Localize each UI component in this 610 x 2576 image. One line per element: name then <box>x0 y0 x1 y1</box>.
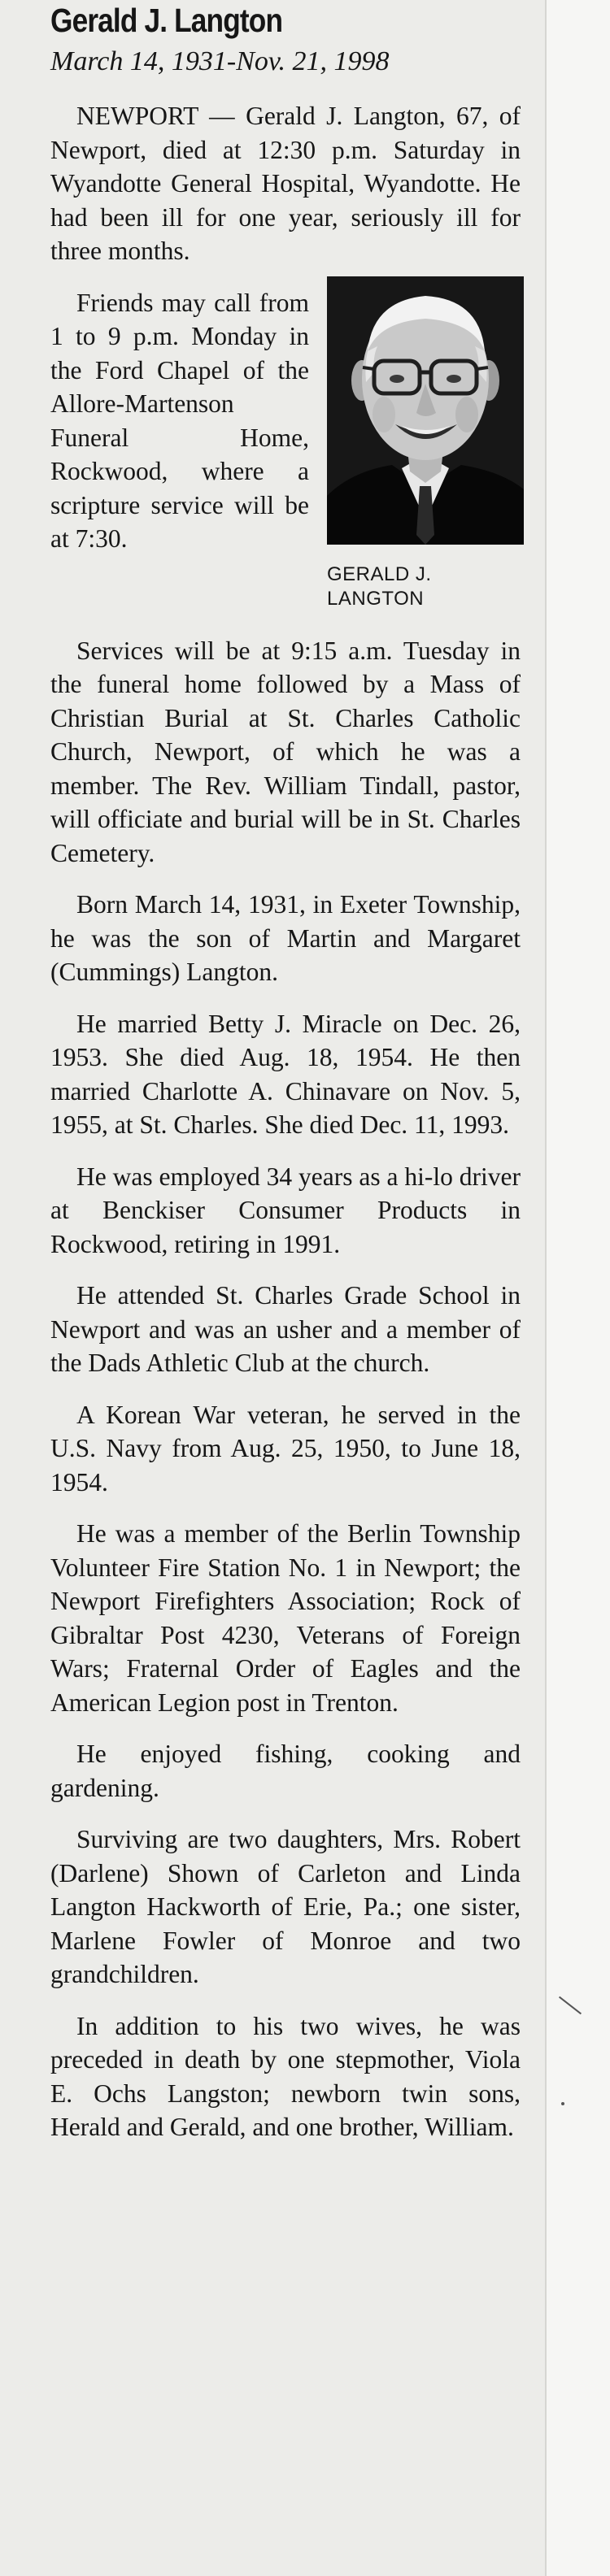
portrait-caption-line-2: LANGTON <box>327 587 425 610</box>
scan-speck-1 <box>559 1996 582 2015</box>
obituary-paragraph-12: In addition to his two wives, he was preceded in death by one stepmother, Viola E. Ochs Langston; newborn twin sons, Herald and Gerald, and one brother, William. <box>50 2011 521 2141</box>
obituary-paragraph-2: Friends may call from 1 to 9 p.m. Monday in the Ford Chapel of the Allore-Martenson Funeral Home, Rockwood, where a scripture service will be at 7:30. <box>50 288 309 553</box>
portrait-caption <box>327 563 524 611</box>
obituary-paragraph-8: A Korean War veteran, he served in the U.S. Navy from Aug. 25, 1950, to June 18, 1954. <box>50 1400 521 1497</box>
obituary-paragraph-10: He enjoyed fishing, cooking and gardening. <box>50 1740 521 1802</box>
portrait-caption-line-1: GERALD J. <box>327 563 432 585</box>
obituary-paragraph-7: He attended St. Charles Grade School in Newport and was an usher and a member of the Dads Athletic Club at the church. <box>50 1281 521 1377</box>
obituary-paragraph-11: Surviving are two daughters, Mrs. Robert (Darlene) Shown of Carleton and Linda Langton Hackworth of Erie, Pa.; one sister, Marlene Fowler of Monroe and two grandchildren. <box>50 1825 521 1988</box>
portrait-image <box>327 276 524 545</box>
obituary-column <box>50 0 521 2144</box>
obituary-paragraph-5: He married Betty J. Miracle on Dec. 26, 1953. She died Aug. 18, 1954. He then married Charlotte A. Chinavare on Nov. 5, 1955, at St. Charles. She died Dec. 11, 1993. <box>50 1009 521 1139</box>
obituary-headline: Gerald J. Langton <box>50 2 283 39</box>
obituary-paragraph-4: Born March 14, 1931, in Exeter Township, he was the son of Martin and Margaret (Cummings) Langton. <box>50 890 521 986</box>
life-dates: March 14, 1931-Nov. 21, 1998 <box>50 46 390 76</box>
portrait-photo <box>327 276 524 545</box>
obituary-paragraph-1: NEWPORT — Gerald J. Langton, 67, of Newport, died at 12:30 p.m. Saturday in Wyandotte General Hospital, Wyandotte. He had been ill for one year, seriously ill for three months. <box>50 102 521 265</box>
obituary-paragraph-9: He was a member of the Berlin Township Volunteer Fire Station No. 1 in Newport; the Newport Firefighters Association; Rock of Gibraltar Post 4230, Veterans of Foreign Wars; Fraternal Order of Eagles and the American Legion post in Trenton. <box>50 1519 521 1717</box>
obituary-paragraph-3: Services will be at 9:15 a.m. Tuesday in the funeral home followed by a Mass of Christian Burial at St. Charles Catholic Church, Newport, of which he was a member. The Rev. William Tindall, pastor, will officiate and burial will be in St. Charles Cemetery. <box>50 636 521 867</box>
portrait-figure <box>327 276 524 611</box>
obituary-paragraph-6: He was employed 34 years as a hi-lo driver at Benckiser Consumer Products in Rockwood, retiring in 1991. <box>50 1162 521 1258</box>
scan-speck-2 <box>561 2102 564 2105</box>
